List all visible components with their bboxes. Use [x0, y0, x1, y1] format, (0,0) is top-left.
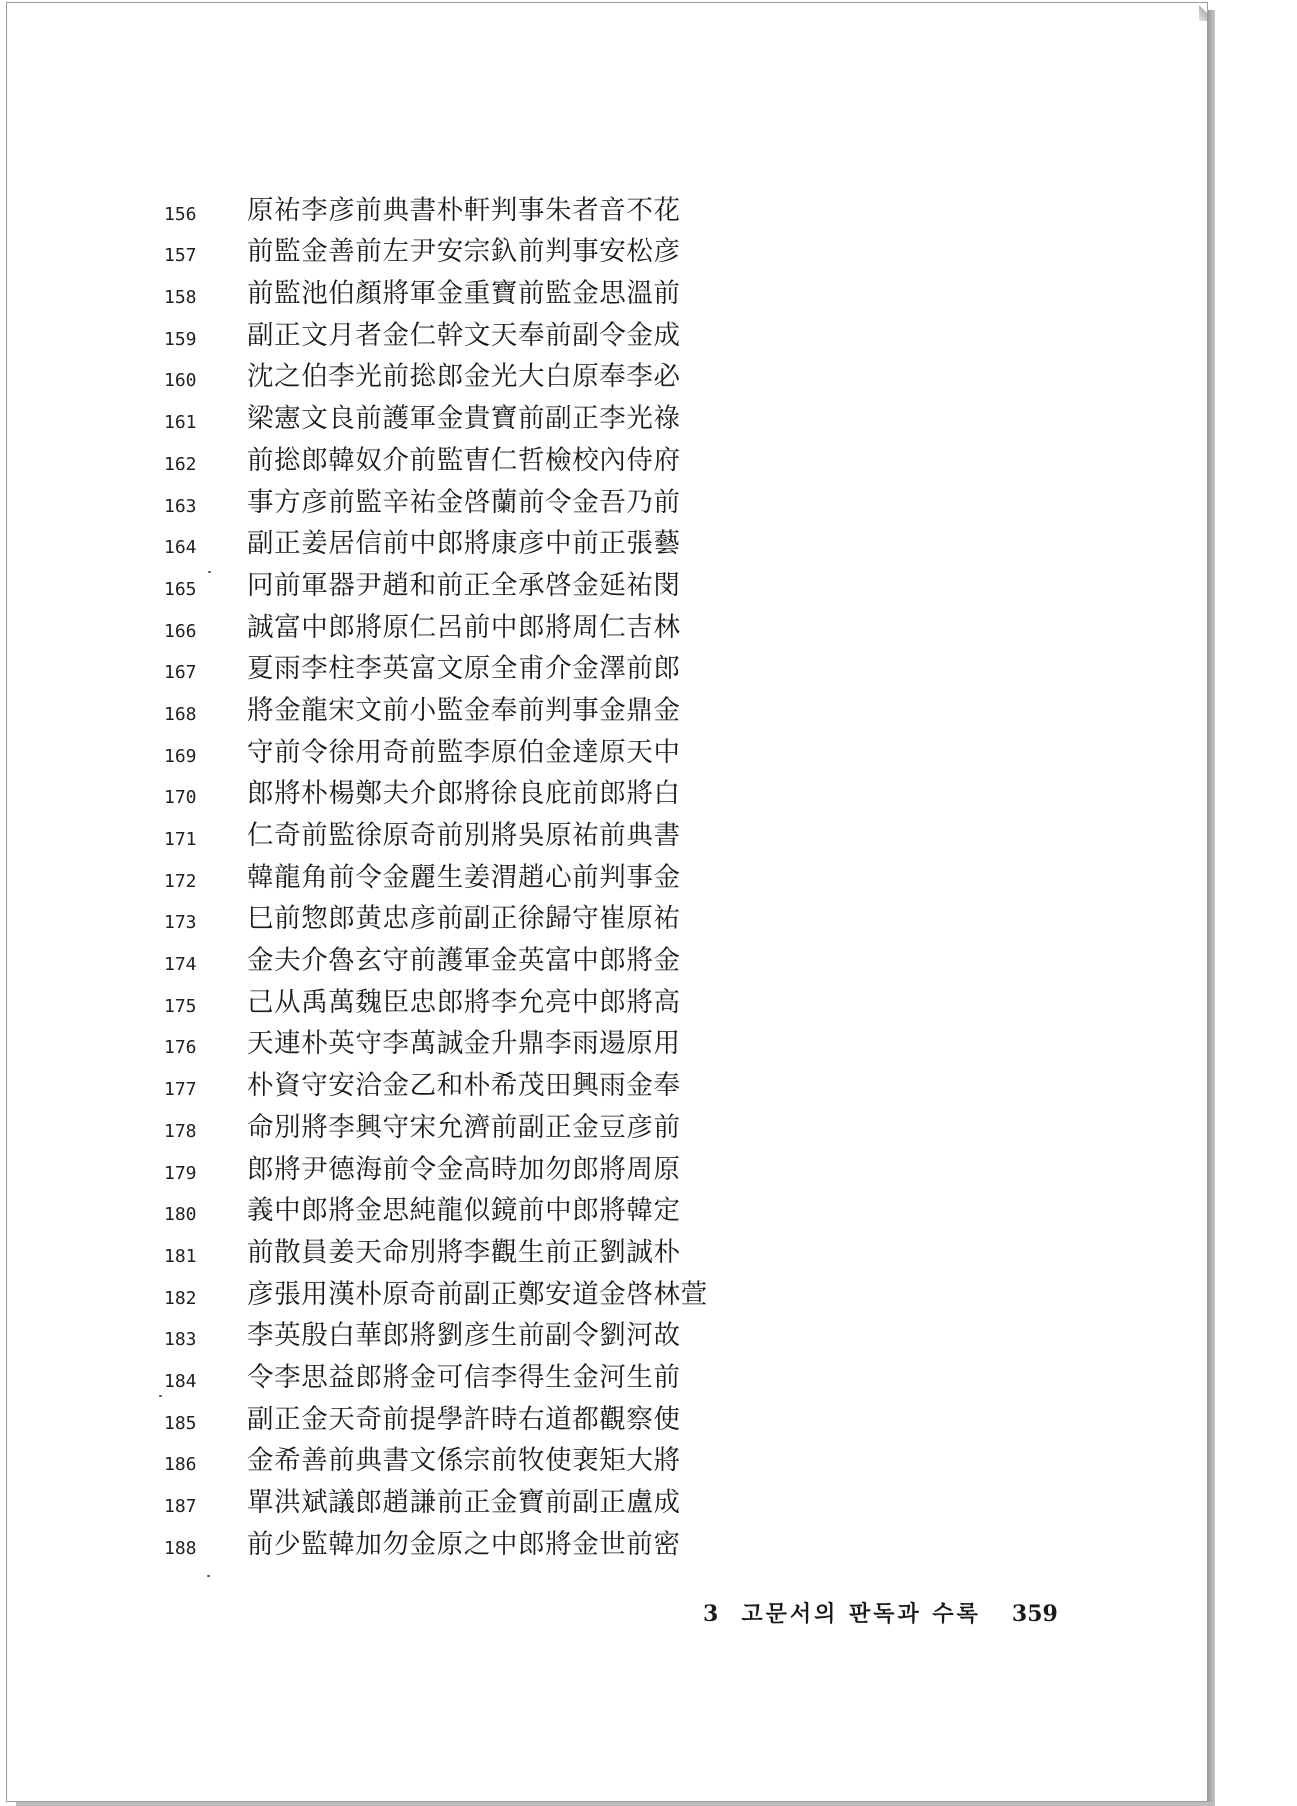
text-line — [7, 1108, 1207, 1150]
line-text: 冋前軍器尹趙和前正全承啓金延祐閔 — [247, 569, 681, 601]
text-line — [7, 1317, 1207, 1359]
line-number: 176 — [164, 1037, 197, 1059]
text-line — [7, 1525, 1207, 1567]
line-number: 184 — [164, 1370, 197, 1392]
text-line — [7, 1442, 1207, 1484]
line-text: 巳前惣郎黄忠彦前副正徐歸守崔原祐 — [247, 903, 681, 935]
line-number: 175 — [164, 995, 197, 1017]
line-text: 天連朴英守李萬誠金升鼎李雨逿原用 — [247, 1028, 681, 1060]
line-text: 守前令徐用奇前監李原伯金達原天中 — [247, 736, 681, 768]
line-text: 副正姜居信前中郎將康彦中前正張藝 — [247, 528, 681, 560]
text-line — [7, 525, 1207, 567]
line-text: 郎將朴楊鄭夫介郎將徐良庇前郎將白 — [247, 778, 681, 810]
text-line — [7, 775, 1207, 817]
line-number: 180 — [164, 1204, 197, 1226]
line-text: 沈之伯李光前捴郎金光大白原奉李必 — [247, 361, 681, 393]
text-line — [7, 650, 1207, 692]
line-text: 義中郎將金思純龍似鏡前中郎將韓定 — [247, 1195, 681, 1227]
line-text: 誠富中郎將原仁呂前中郎將周仁吉林 — [247, 611, 681, 643]
footer-chapter-number: 3 — [703, 1601, 719, 1627]
line-text: 李英殷白華郎將劉彦生前副令劉河故 — [247, 1320, 681, 1352]
line-number: 163 — [164, 495, 197, 517]
line-text: 副正文月者金仁幹文天奉前副令金成 — [247, 319, 681, 351]
text-line — [7, 1066, 1207, 1108]
text-line — [7, 233, 1207, 275]
text-line — [7, 900, 1207, 942]
text-line — [7, 358, 1207, 400]
text-line — [7, 941, 1207, 983]
text-line — [7, 608, 1207, 650]
line-number: 183 — [164, 1329, 197, 1351]
line-number: 187 — [164, 1496, 197, 1517]
line-number: 172 — [164, 870, 197, 892]
line-text: 夏雨李柱李英富文原全甫介金澤前郎 — [247, 653, 681, 685]
line-text: 己从禹萬魏臣忠郎將李允亮中郎將高 — [247, 986, 681, 1018]
line-number: 160 — [164, 370, 197, 392]
line-number: 182 — [164, 1287, 197, 1309]
line-text: 梁憲文良前護軍金貴寶前副正李光祿 — [247, 403, 681, 435]
line-number: 158 — [164, 287, 197, 309]
line-text: 仁奇前監徐原奇前別將吳原祐前典書 — [247, 820, 681, 851]
text-lines — [7, 191, 1207, 1567]
line-number: 177 — [164, 1079, 197, 1101]
line-number: 186 — [164, 1454, 197, 1476]
line-number: 171 — [164, 829, 197, 850]
line-number: 169 — [164, 745, 197, 767]
line-text: 前監金善前左尹安宗釞前判事安松彦 — [247, 236, 681, 268]
line-number: 181 — [164, 1245, 197, 1267]
footer-chapter-title: 고문서의 판독과 수록 — [741, 1602, 981, 1627]
text-line — [7, 566, 1207, 608]
line-number: 165 — [164, 578, 197, 600]
page-footer — [703, 1597, 1058, 1628]
line-number: 170 — [164, 787, 197, 809]
line-number: 178 — [164, 1120, 197, 1142]
line-text: 前捴郎韓奴介前監曺仁哲檢校內侍府 — [247, 444, 681, 476]
line-number: 164 — [164, 537, 197, 559]
line-number: 173 — [164, 912, 197, 934]
text-line — [7, 1358, 1207, 1400]
text-line — [7, 1192, 1207, 1234]
line-number: 188 — [164, 1537, 197, 1559]
line-number: 168 — [164, 703, 197, 725]
line-number: 179 — [164, 1162, 197, 1184]
line-text: 將金龍宋文前小監金奉前判事金鼎金 — [247, 694, 681, 726]
text-line — [7, 1275, 1207, 1317]
text-line — [7, 1233, 1207, 1275]
footer-page-number: 359 — [1011, 1601, 1058, 1627]
text-line — [7, 274, 1207, 316]
scan-speck — [159, 1395, 162, 1397]
line-text: 副正金天奇前提學許時右道都觀察使 — [247, 1403, 681, 1435]
line-number: 166 — [164, 620, 197, 642]
line-text: 金夫介魯玄守前護軍金英富中郎將金 — [247, 945, 681, 977]
line-text: 前監池伯顏將軍金重寶前監金思溫前 — [247, 278, 681, 310]
text-line — [7, 858, 1207, 900]
line-text: 單洪斌議郎趙謙前正金寶前副正盧成 — [247, 1487, 681, 1518]
line-number: 174 — [164, 954, 197, 976]
line-number: 162 — [164, 453, 197, 475]
line-number: 159 — [164, 328, 197, 350]
line-number: 157 — [164, 245, 197, 267]
text-line — [7, 1483, 1207, 1525]
line-text: 郎將尹德海前令金高時加勿郎將周原 — [247, 1153, 681, 1185]
text-line — [7, 399, 1207, 441]
line-text: 事方彦前監辛祐金啓蘭前令金吾乃前 — [247, 486, 681, 518]
text-line — [7, 1400, 1207, 1442]
text-line — [7, 1150, 1207, 1192]
text-line — [7, 1025, 1207, 1067]
text-line — [7, 316, 1207, 358]
text-line — [7, 191, 1207, 233]
book-page — [6, 2, 1208, 1802]
scan-speck — [208, 571, 211, 573]
page-corner-fold — [1199, 5, 1208, 21]
line-text: 韓龍角前令金麗生姜渭趙心前判事金 — [247, 861, 681, 893]
text-line — [7, 983, 1207, 1025]
text-line — [7, 816, 1207, 858]
line-text: 彦張用漢朴原奇前副正鄭安道金啓林萱 — [247, 1278, 708, 1310]
line-number: 185 — [164, 1412, 197, 1434]
text-line — [7, 483, 1207, 525]
line-text: 前散員姜天命別將李觀生前正劉誠朴 — [247, 1236, 681, 1268]
line-text: 原祐李彦前典書朴軒判事朱者音不花 — [247, 194, 681, 226]
scan-speck — [207, 1575, 210, 1577]
line-text: 命別將李興守宋允濟前副正金豆彦前 — [247, 1111, 681, 1143]
text-line — [7, 441, 1207, 483]
text-line — [7, 691, 1207, 733]
line-number: 156 — [164, 203, 197, 225]
line-text: 金希善前典書文係宗前牧使裵矩大將 — [247, 1445, 681, 1477]
line-number: 167 — [164, 662, 197, 684]
line-text: 令李思益郎將金可信李得生金河生前 — [247, 1361, 681, 1393]
page-edge-shadow — [1208, 10, 1215, 1804]
text-line — [7, 733, 1207, 775]
line-number: 161 — [164, 412, 197, 434]
page-bottom-shadow — [16, 1802, 1215, 1806]
line-text: 朴資守安洽金乙和朴希茂田興雨金奉 — [247, 1070, 681, 1102]
line-text: 前少監韓加勿金原之中郎將金世前密 — [247, 1528, 681, 1560]
